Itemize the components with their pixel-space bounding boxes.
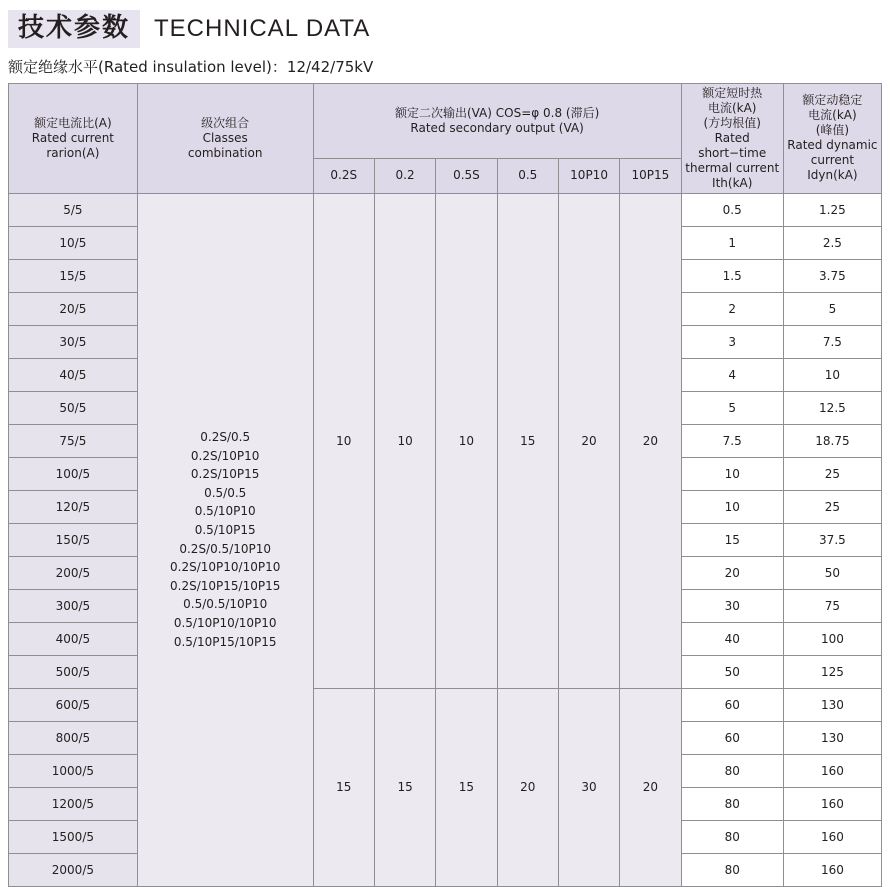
cell-dynamic-current: 1.25 [783,193,881,226]
header-classes-line-1: 级次组合 [201,115,250,130]
cell-va-0.2: 10 [374,193,435,688]
cell-thermal-current: 2 [681,292,783,325]
class-line: 0.2S/10P15 [190,467,260,482]
class-line: 0.5/10P10/10P10 [173,615,277,630]
class-line: 0.2S/10P10/10P10 [170,560,281,575]
cell-va-0.2: 15 [374,688,435,886]
header-classes-line-3: combination [187,145,263,160]
cell-ratio: 300/5 [9,589,138,622]
cell-dynamic-current: 160 [783,853,881,886]
header-dynamic-line-2: 电流(kA) [808,108,857,123]
header-rated-current-ratio [9,83,138,193]
cell-dynamic-current: 160 [783,754,881,787]
header-va-10P10: 10P10 [558,158,619,193]
header-thermal-line-3: (方均根值) [703,115,761,130]
cell-thermal-current: 30 [681,589,783,622]
cell-va-10P10: 20 [558,193,619,688]
cell-dynamic-current: 12.5 [783,391,881,424]
header-thermal-line-6: Ith(kA) [712,175,753,190]
cell-thermal-current: 7.5 [681,424,783,457]
page-header [0,0,890,52]
page-title-en: TECHNICAL DATA [154,14,371,42]
rated-insulation-level: 额定绝缘水平(Rated insulation level)：12/42/75kV [8,57,374,76]
header-va-0.2S: 0.2S [313,158,374,193]
header-short-time-thermal-current [681,83,783,193]
cell-ratio: 1200/5 [9,787,138,820]
cell-dynamic-current: 10 [783,358,881,391]
cell-va-0.5: 20 [497,688,558,886]
cell-dynamic-current: 37.5 [783,523,881,556]
table-row [9,193,882,226]
cell-thermal-current: 20 [681,556,783,589]
cell-thermal-current: 80 [681,853,783,886]
cell-ratio: 120/5 [9,490,138,523]
header-classes-combination [137,83,313,193]
header-dynamic-current [783,83,881,193]
cell-thermal-current: 15 [681,523,783,556]
cell-dynamic-current: 25 [783,457,881,490]
header-secondary-line-2: Rated secondary output (VA) [410,120,584,135]
header-secondary-line-1: 额定二次输出(VA) COS=φ 0.8 (滞后) [394,105,600,120]
cell-dynamic-current: 5 [783,292,881,325]
cell-dynamic-current: 160 [783,820,881,853]
cell-dynamic-current: 25 [783,490,881,523]
class-line: 0.2S/0.5/10P10 [179,541,272,556]
cell-va-10P10: 30 [558,688,619,886]
cell-thermal-current: 5 [681,391,783,424]
cell-dynamic-current: 100 [783,622,881,655]
cell-thermal-current: 10 [681,457,783,490]
cell-ratio: 800/5 [9,721,138,754]
cell-thermal-current: 3 [681,325,783,358]
header-thermal-line-4: Rated short−time [698,130,767,160]
cell-ratio: 1500/5 [9,820,138,853]
class-line: 0.5/0.5/10P10 [183,597,268,612]
page-title-cn: 技术参数 [8,10,140,48]
header-ratio-line-2: Rated current [31,130,115,145]
cell-va-0.5S: 10 [436,193,497,688]
cell-thermal-current: 50 [681,655,783,688]
class-line: 0.5/0.5 [204,485,247,500]
cell-ratio: 10/5 [9,226,138,259]
class-line: 0.5/10P10 [194,504,256,519]
cell-ratio: 75/5 [9,424,138,457]
table-header [9,83,882,193]
cell-ratio: 5/5 [9,193,138,226]
header-dynamic-line-3: (峰值) [815,123,850,138]
cell-ratio: 400/5 [9,622,138,655]
header-va-0.5S: 0.5S [436,158,497,193]
cell-va-0.5S: 15 [436,688,497,886]
cell-thermal-current: 80 [681,787,783,820]
cell-thermal-current: 80 [681,820,783,853]
technical-data-table [8,83,882,887]
cell-va-0.2S: 10 [313,193,374,688]
cell-ratio: 100/5 [9,457,138,490]
cell-thermal-current: 0.5 [681,193,783,226]
cell-ratio: 20/5 [9,292,138,325]
cell-thermal-current: 60 [681,721,783,754]
header-thermal-line-2: 电流(kA) [707,100,757,115]
header-rated-secondary-output [313,83,681,158]
cell-dynamic-current: 7.5 [783,325,881,358]
cell-ratio: 30/5 [9,325,138,358]
class-line: 0.5/10P15/10P15 [173,634,277,649]
cell-ratio: 1000/5 [9,754,138,787]
class-line: 0.2S/0.5 [200,430,251,445]
table-body [9,193,882,886]
cell-va-0.5: 15 [497,193,558,688]
cell-ratio: 600/5 [9,688,138,721]
header-thermal-line-5: thermal current [685,160,780,175]
header-ratio-line-3: rarion(A) [46,145,100,160]
cell-dynamic-current: 3.75 [783,259,881,292]
cell-ratio: 2000/5 [9,853,138,886]
cell-ratio: 500/5 [9,655,138,688]
cell-ratio: 150/5 [9,523,138,556]
header-ratio-line-1: 额定电流比(A) [34,115,112,130]
cell-thermal-current: 40 [681,622,783,655]
cell-ratio: 15/5 [9,259,138,292]
cell-dynamic-current: 50 [783,556,881,589]
class-line: 0.5/10P15 [194,523,256,537]
cell-dynamic-current: 125 [783,655,881,688]
cell-va-10P15: 20 [620,688,681,886]
header-dynamic-line-1: 额定动稳定 [802,93,863,108]
cell-ratio: 40/5 [9,358,138,391]
header-dynamic-line-4: Rated dynamic [787,138,878,153]
cell-dynamic-current: 2.5 [783,226,881,259]
cell-ratio: 50/5 [9,391,138,424]
cell-va-0.2S: 15 [313,688,374,886]
cell-dynamic-current: 75 [783,589,881,622]
cell-dynamic-current: 130 [783,688,881,721]
cell-thermal-current: 1 [681,226,783,259]
cell-thermal-current: 1.5 [681,259,783,292]
header-va-0.2: 0.2 [374,158,435,193]
cell-dynamic-current: 130 [783,721,881,754]
header-thermal-line-1: 额定短时热 [702,85,763,100]
header-va-0.5: 0.5 [497,158,558,193]
cell-thermal-current: 4 [681,358,783,391]
cell-thermal-current: 10 [681,490,783,523]
class-line: 0.2S/10P15/10P15 [170,578,281,593]
header-dynamic-line-5: current Idyn(kA) [807,153,858,183]
cell-dynamic-current: 18.75 [783,424,881,457]
cell-thermal-current: 80 [681,754,783,787]
cell-dynamic-current: 160 [783,787,881,820]
cell-va-10P15: 20 [620,193,681,688]
cell-classes-combination [137,193,313,886]
cell-ratio: 200/5 [9,556,138,589]
class-line: 0.2S/10P10 [190,448,260,463]
cell-thermal-current: 60 [681,688,783,721]
header-va-10P15: 10P15 [620,158,681,193]
header-classes-line-2: Classes [202,130,248,145]
